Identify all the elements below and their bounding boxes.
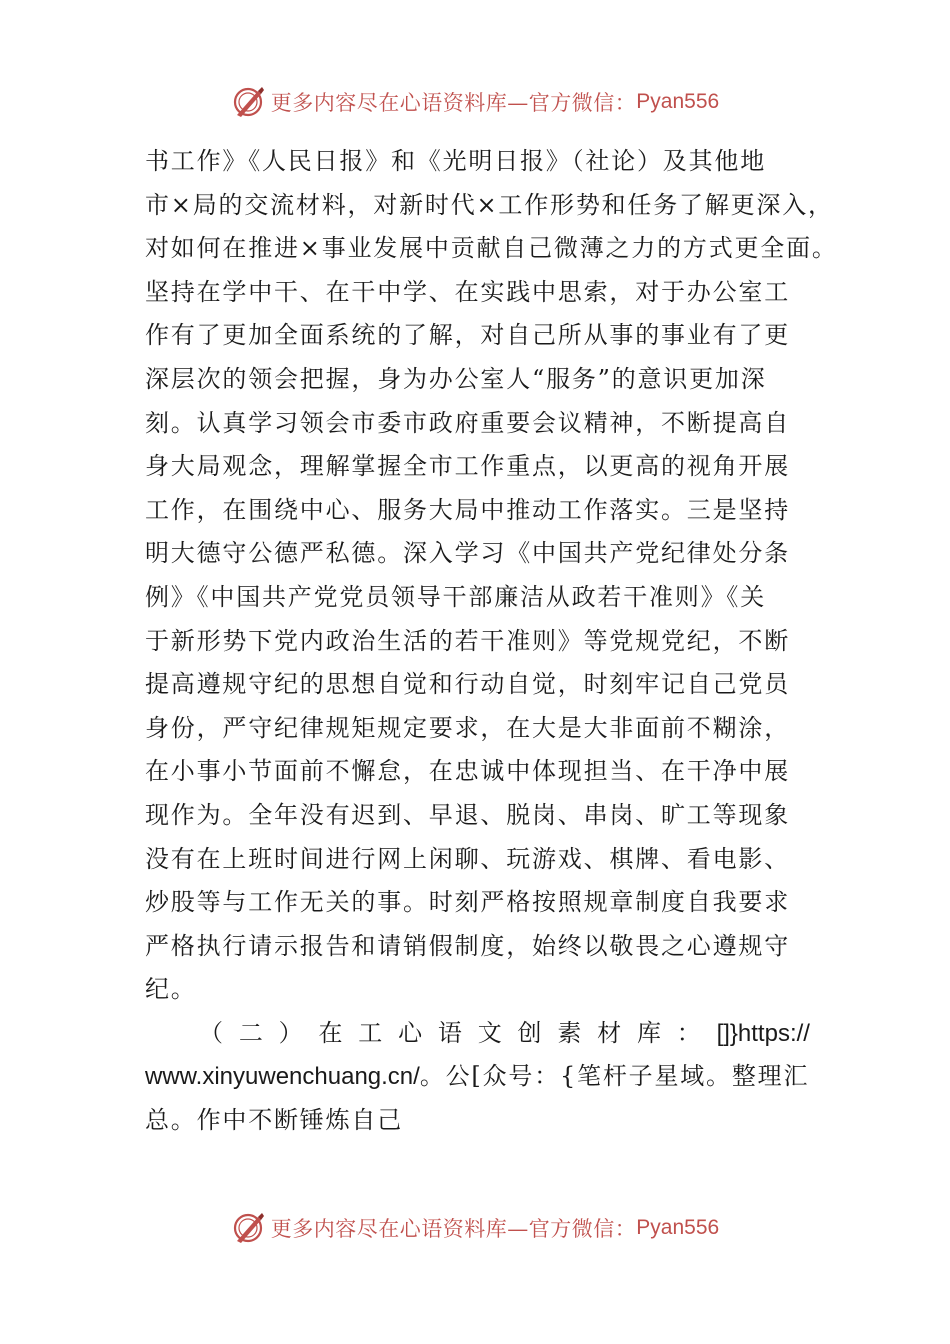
heading-char: （ [199, 1018, 223, 1047]
heading-tail-link-text: []}https:// [716, 1019, 810, 1047]
body-line: 对如何在推进×事业发展中贡献自己微薄之力的方式更全面。 [145, 234, 838, 263]
heading-char: 材 [597, 1018, 622, 1047]
banner-text: 更多内容尽在心语资料库—官方微信： [270, 1217, 637, 1241]
heading-char: 心 [398, 1018, 423, 1047]
heading-char: 在 [318, 1018, 343, 1047]
heading-char: 文 [477, 1018, 502, 1047]
body-line: 身份，严守纪律规矩规定要求，在大是大非面前不糊涂， [145, 713, 790, 742]
body-line: 提高遵规守纪的思想自觉和行动自觉，时刻牢记自己党员 [145, 670, 790, 699]
banner-wechat-id: Pyan556 [636, 1216, 720, 1239]
heading-char: 二 [238, 1018, 263, 1047]
body-line: 书工作》《人民日报》和《光明日报》（社论）及其他地 [145, 147, 766, 175]
body-line: 市×局的交流材料，对新时代×工作形势和任务了解更深入， [145, 190, 834, 219]
body-line: 在小事小节面前不懈怠，在忠诚中体现担当、在干净中展 [145, 757, 790, 786]
body-line: 例》《中国共产党党员领导干部廉洁从政若干准则》《关 [145, 582, 766, 611]
heading-char: 语 [437, 1018, 462, 1047]
heading-char: 素 [557, 1018, 582, 1047]
body-line: 炒股等与工作无关的事。时刻严格按照规章制度自我要求 [145, 888, 790, 917]
body-line: 纪。 [145, 975, 197, 1004]
heading-char: 库 [636, 1018, 661, 1047]
body-line: 刻。认真学习领会市委市政府重要会议精神，不断提高自 [145, 408, 790, 437]
body-line: 严格执行请示报告和请销假制度，始终以敬畏之心遵规守 [145, 931, 790, 960]
website-url: www.xinyuwenchuang.cn/ [145, 1063, 420, 1091]
body-line-final: 总。作中不断锤炼自己 [145, 1106, 403, 1135]
heading-char: 创 [517, 1018, 542, 1047]
section-heading [145, 1012, 810, 1056]
pen-logo-icon [231, 84, 267, 120]
body-line: 于新形势下党内政治生活的若干准则》等党规党纪，不断 [145, 626, 790, 655]
body-line: 没有在上班时间进行网上闲聊、玩游戏、棋牌、看电影、 [145, 844, 790, 873]
heading-char: ： [676, 1018, 701, 1047]
url-line-rest: 。公[众号：{笔杆子星域。整理汇 [419, 1062, 810, 1091]
footer-banner [0, 1208, 950, 1248]
body-line: 身大局观念，理解掌握全市工作重点，以更高的视角开展 [145, 452, 790, 481]
body-line: 深层次的领会把握，身为办公室人“服务”的意识更加深 [145, 364, 767, 393]
heading-char: 工 [358, 1018, 383, 1047]
heading-char: ） [278, 1018, 303, 1047]
body-line: 明大德守公德严私德。深入学习《中国共产党纪律处分条 [145, 539, 790, 568]
body-line: 工作，在围绕中心、服务大局中推动工作落实。三是坚持 [145, 495, 790, 524]
banner-wechat-id: Pyan556 [636, 90, 720, 113]
body-line: 现作为。全年没有迟到、早退、脱岗、串岗、旷工等现象 [145, 800, 790, 829]
banner-text: 更多内容尽在心语资料库—官方微信： [270, 91, 637, 115]
document-body [145, 140, 838, 1143]
body-line: 作有了更加全面系统的了解，对自己所从事的事业有了更 [145, 321, 790, 350]
body-line: 坚持在学中干、在干中学、在实践中思索，对于办公室工 [145, 277, 790, 306]
pen-logo-icon [231, 1210, 267, 1246]
url-line [145, 1055, 810, 1099]
header-banner [0, 82, 950, 122]
